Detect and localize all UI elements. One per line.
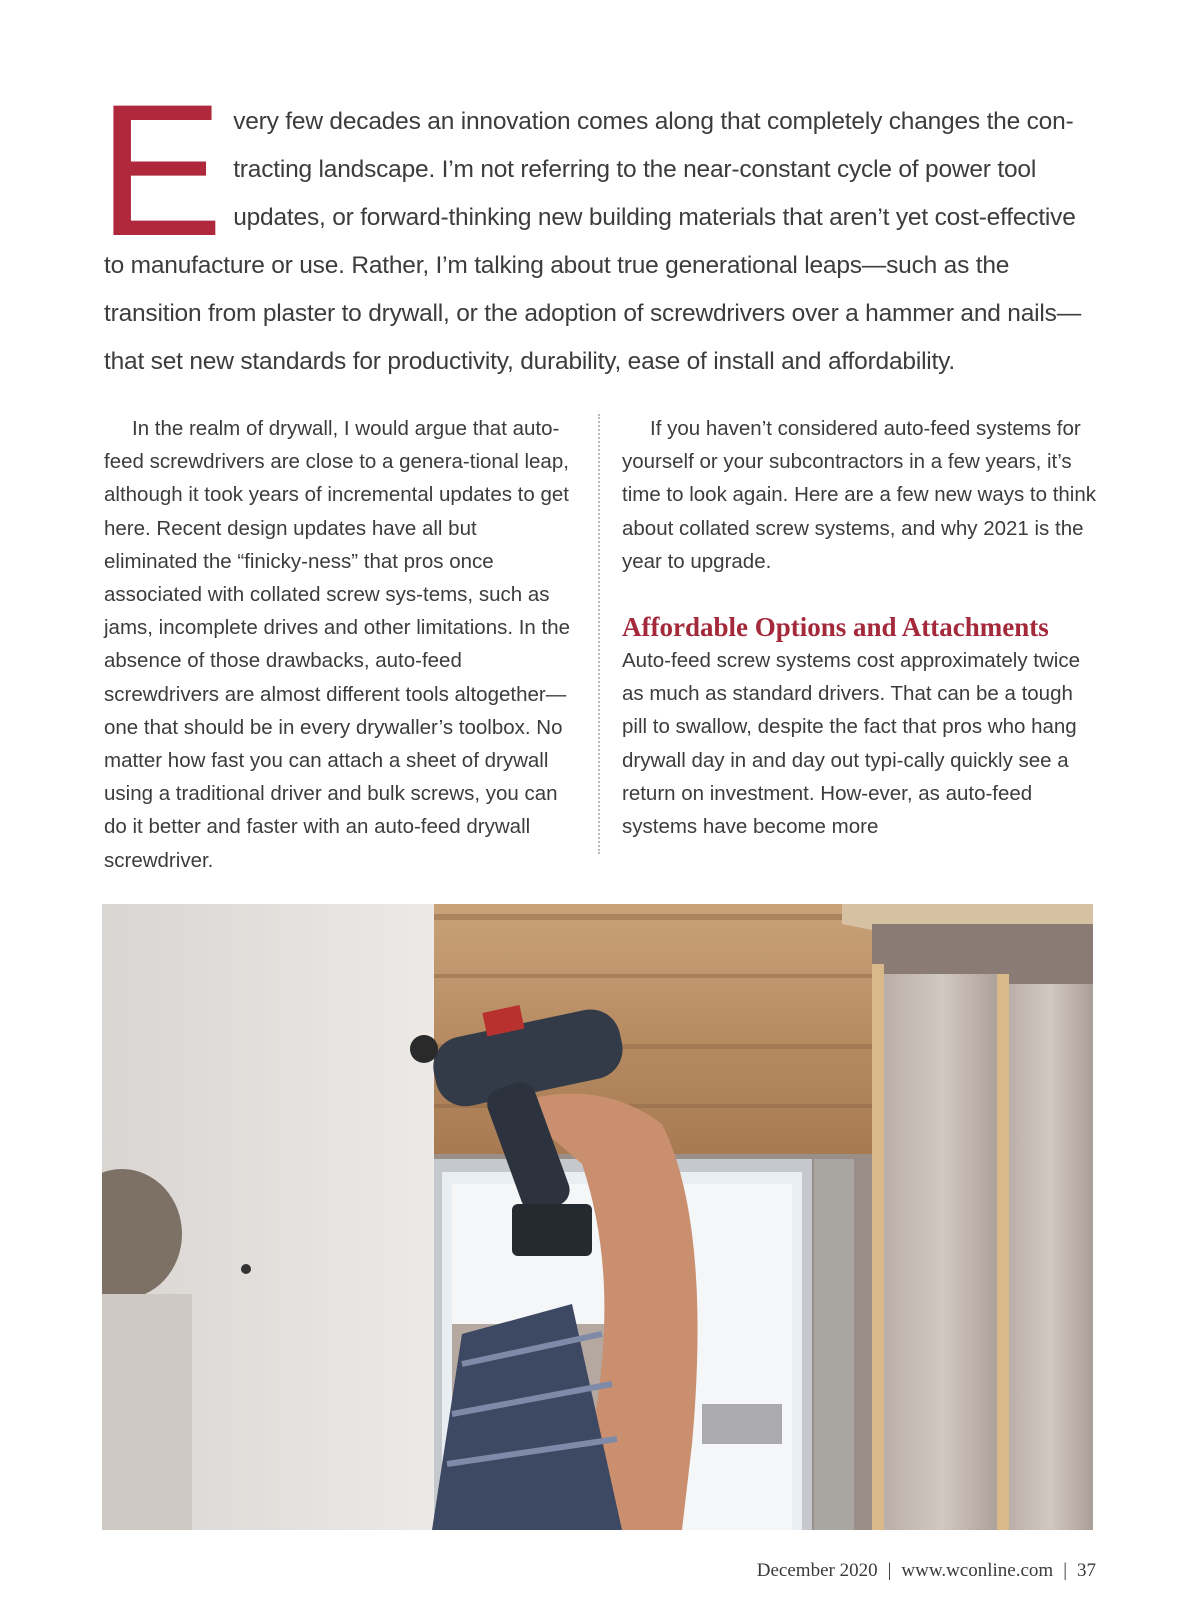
intro-text: very few decades an innovation comes along that completely changes the con-tracting landscape. I’m not referring to the near-constant cycle of power tool updates, or forward-thinking new building materials that aren’t yet cost-effective to manufacture or use. Rather, I’m talking about true generational leaps—such as the transition from plaster to drywall, or the adoption of screwdrivers over a hammer and nails—that set new standards for productivity, durability, ease of install and affordability. [104,108,1081,375]
footer-website[interactable]: www.wconline.com [901,1560,1054,1581]
column-divider [598,414,600,854]
drop-cap: E [98,65,224,275]
footer-date: December 2020 [756,1560,878,1581]
right-paragraph-1: If you haven’t considered auto-feed systems for yourself or your subcontractors in a few years, it’s time to look again. Here are a few new ways to think about collated screw systems, and why 2021 is the year to upgrade. [622,417,1097,573]
left-paragraph: In the realm of drywall, I would argue that auto-feed screwdrivers are close to a genera-tional leap, although it took years of incremental updates to get here. Recent design updates have all but eliminated the “finicky-ness” that pros once associated with collated screw sys-tems, such as jams, incomplete drives and other limitations. In the absence of those drawbacks, auto-feed screwdrivers are almost different tools altogether—one that should be in every drywaller’s toolbox. No matter how fast you can attach a sheet of drywall using a traditional driver and bulk screws, you can do it better and faster with an auto-feed drywall screwdriver. [104,417,571,872]
intro-paragraph [98,65,1094,386]
photo-illustration [102,904,1093,1530]
footer-separator-2: | [1063,1560,1067,1581]
article-photo [102,904,1093,1530]
page-footer [757,1560,1096,1582]
footer-separator: | [887,1560,892,1581]
section-heading: Affordable Options and Attachments [622,612,1049,643]
page-number: 37 [1077,1560,1096,1581]
left-column [104,412,574,877]
right-column [622,412,1100,843]
right-paragraph-2: Auto-feed screw systems cost approximately twice as much as standard drivers. That can be a tough pill to swallow, despite the fact that pros who hang drywall day in and day out typi-cally quickly see a return on investment. How-ever, as auto-feed systems have become more [622,649,1080,839]
